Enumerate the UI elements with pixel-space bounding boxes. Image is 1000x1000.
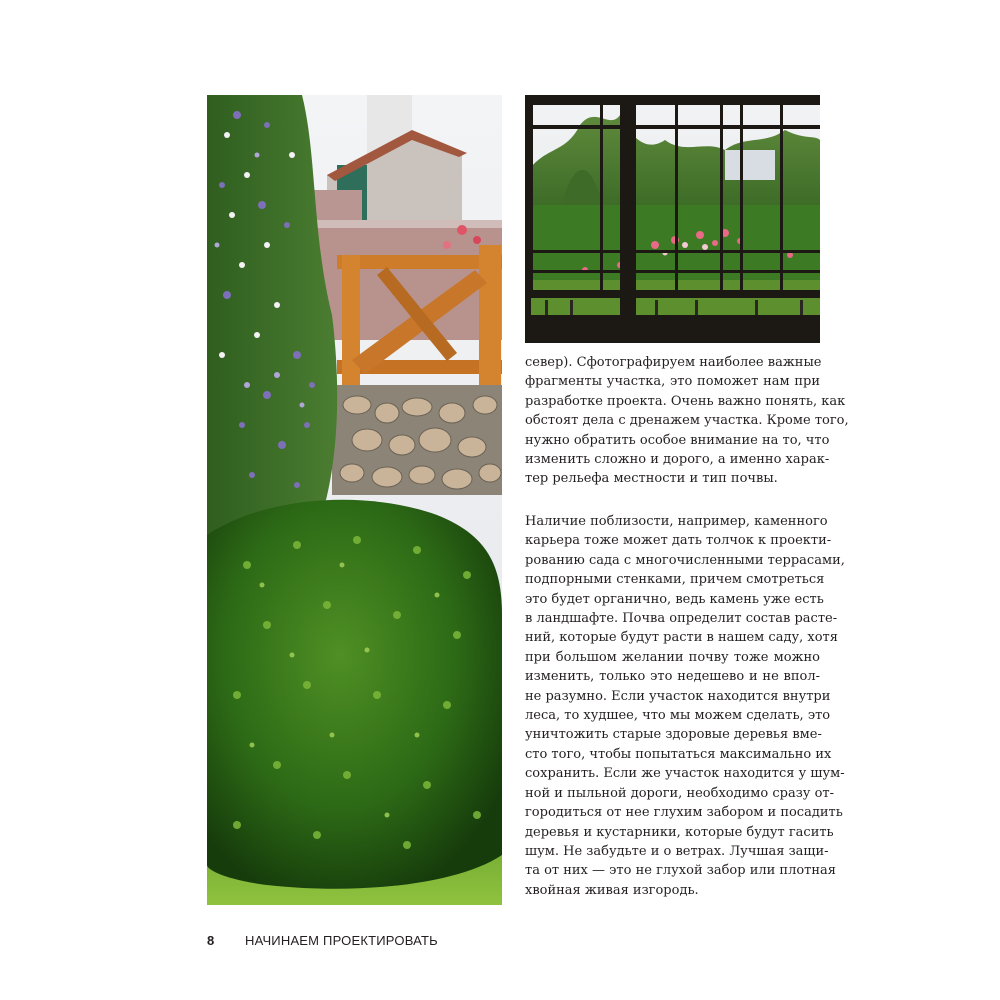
text-line: разработке проекта. Очень важно понять, как — [525, 393, 846, 409]
text-line: подпорными стенками, причем смотреться — [525, 572, 825, 588]
text-line: рованию сада с многочисленными террасами, — [525, 552, 845, 568]
text-line: хвойная живая изгородь. — [525, 882, 699, 898]
text-line: Наличие поблизости, например, каменного — [525, 514, 828, 529]
gazebo-photo — [525, 95, 820, 343]
text-line: обстоят дела с дренажем участка. Кроме того, — [525, 413, 849, 429]
text-line: ной и пыльной дороги, необходимо сразу от- — [525, 785, 834, 801]
text-line: городиться от нее глухим забором и посадить — [525, 805, 843, 821]
text-line: при большом желании почву тоже можно — [525, 649, 820, 665]
body-paragraph-2 — [525, 512, 845, 900]
text-line: изменить сложно и дорого, а именно харак- — [525, 452, 830, 468]
text-line: тер рельефа местности и тип почвы. — [525, 471, 778, 487]
text-line: деревья и кустарники, которые будут гасить — [525, 824, 834, 840]
text-line: не разумно. Если участок находится внутри — [525, 688, 831, 704]
text-line: в ландшафте. Почва определит состав расте- — [525, 611, 838, 627]
text-line: это будет органично, ведь камень уже есть — [525, 591, 824, 607]
garden-photo — [207, 95, 502, 905]
text-line: ний, которые будут расти в нашем саду, хотя — [525, 630, 838, 646]
body-paragraph-1 — [525, 353, 849, 489]
text-line: сто того, чтобы попытаться максимально их — [525, 746, 832, 762]
text-line: та от них — это не глухой забор или плотная — [525, 863, 836, 879]
garden-photo-illustration — [207, 95, 502, 905]
gazebo-photo-illustration — [525, 95, 820, 343]
text-line: север). Сфотографируем наиболее важные — [525, 355, 822, 370]
text-line: изменить, только это недешево и не впол- — [525, 669, 820, 685]
text-line: карьера тоже может дать толчок к проекти- — [525, 533, 832, 549]
text-line: шум. Не забудьте и о ветрах. Лучшая защи- — [525, 843, 829, 859]
running-head: НАЧИНАЕМ ПРОЕКТИРОВАТЬ — [245, 932, 438, 948]
text-line: фрагменты участка, это поможет нам при — [525, 374, 820, 390]
text-line: сохранить. Если же участок находится у шум- — [525, 766, 845, 782]
text-line: уничтожить старые здоровые деревья вме- — [525, 727, 822, 743]
text-line: леса, то худшее, что мы можем сделать, это — [525, 708, 831, 724]
page-footer — [207, 930, 438, 950]
text-line: нужно обратить особое внимание на то, что — [525, 432, 830, 448]
page-number: 8 — [207, 932, 215, 948]
